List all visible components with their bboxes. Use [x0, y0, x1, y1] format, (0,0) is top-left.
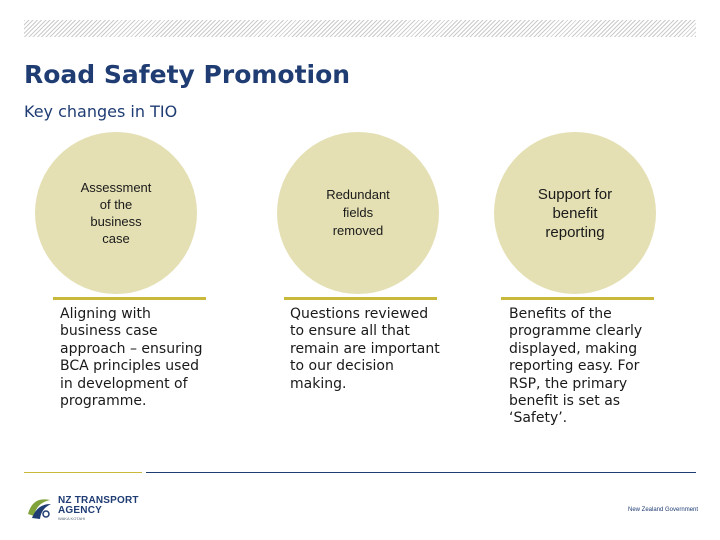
circle-line: removed	[332, 223, 384, 238]
footer-rule-gold	[24, 472, 142, 473]
footer-rule-blue	[146, 472, 696, 473]
nz-government-logo: New Zealand Government	[628, 507, 699, 513]
slide-title: Road Safety Promotion	[24, 60, 351, 89]
circle-redundant-fields	[277, 132, 439, 294]
logo-line-1: NZ TRANSPORT	[58, 495, 139, 506]
description-benefit-reporting: Benefits of the programme clearly displayed, making reporting easy. For RSP, the primary benefit is set as ‘Safety’.	[509, 306, 643, 427]
circle-benefit-reporting	[494, 132, 656, 294]
divider-bar	[53, 297, 206, 300]
logo-line-3: WAKA KOTAHI	[58, 516, 86, 521]
circle-line: fields	[342, 205, 374, 220]
slide-subtitle: Key changes in TIO	[24, 102, 178, 121]
circle-line: Support for	[537, 185, 613, 203]
transport-agency-logo-icon	[26, 494, 52, 520]
divider-bar	[501, 297, 654, 300]
circle-line: of the	[99, 197, 133, 212]
circle-line: benefit	[552, 204, 598, 222]
header-hatch-band	[24, 20, 696, 37]
circle-line: case	[102, 231, 130, 246]
transport-agency-logo-text	[58, 496, 139, 522]
logo-line-2: AGENCY	[58, 505, 102, 516]
description-assessment: Aligning with business case approach – ensuring BCA principles used in development of programme.	[60, 306, 203, 410]
circle-line: business	[90, 214, 142, 229]
description-redundant-fields: Questions reviewed to ensure all that remain are important to our decision making.	[290, 306, 440, 392]
circle-line: Redundant	[326, 187, 390, 202]
circle-assessment	[35, 132, 197, 294]
circle-line: Assessment	[80, 180, 152, 195]
divider-bar	[284, 297, 437, 300]
circle-line: reporting	[545, 223, 605, 241]
